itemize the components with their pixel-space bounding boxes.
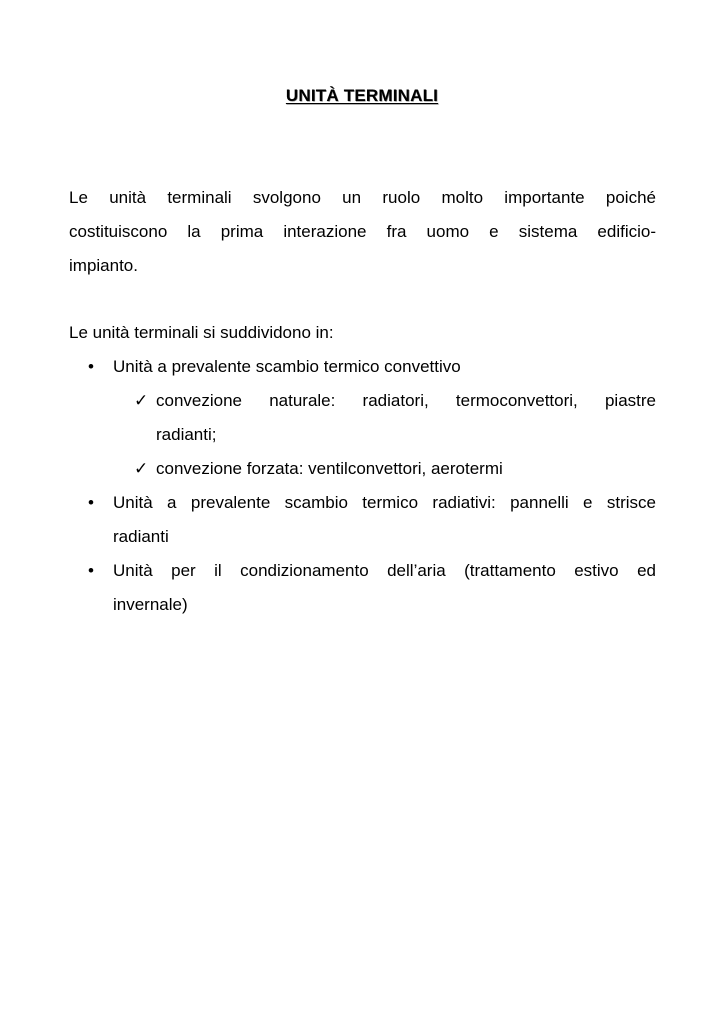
list-item-line: Unità per il condizionamento dell’aria (trattamento estivo ed [113,561,656,580]
list-item-line: Unità a prevalente scambio termico convettivo [113,357,461,376]
sub-list-item-line: convezione naturale: radiatori, termoconvettori, piastre [156,391,656,410]
intro-line: impianto. [69,256,138,275]
sub-list-item-line: radianti; [156,425,217,444]
list-item [113,350,656,384]
list-heading: Le unità terminali si suddividono in: [69,323,334,342]
checkmark-icon: ✓ [134,391,149,410]
bullet-icon: • [88,493,94,512]
sub-list-item [156,384,656,452]
list-item-line: Unità a prevalente scambio termico radiativi: pannelli e strisce [113,493,656,512]
list-item [113,554,656,622]
bullet-icon: • [88,561,94,580]
intro-paragraph [69,181,656,283]
checkmark-icon: ✓ [134,459,149,478]
intro-line: Le unità terminali svolgono un ruolo molto importante poiché [69,188,656,207]
bullet-icon: • [88,357,94,376]
sub-list-item [156,452,656,486]
document-title: UNITÀ TERMINALI [285,86,439,105]
list-item [113,486,656,554]
intro-line: costituiscono la prima interazione fra uomo e sistema edificio- [69,222,656,241]
sub-list-item-line: convezione forzata: ventilconvettori, aerotermi [156,459,503,478]
list-item-line: invernale) [113,595,188,614]
list-item-line: radianti [113,527,169,546]
